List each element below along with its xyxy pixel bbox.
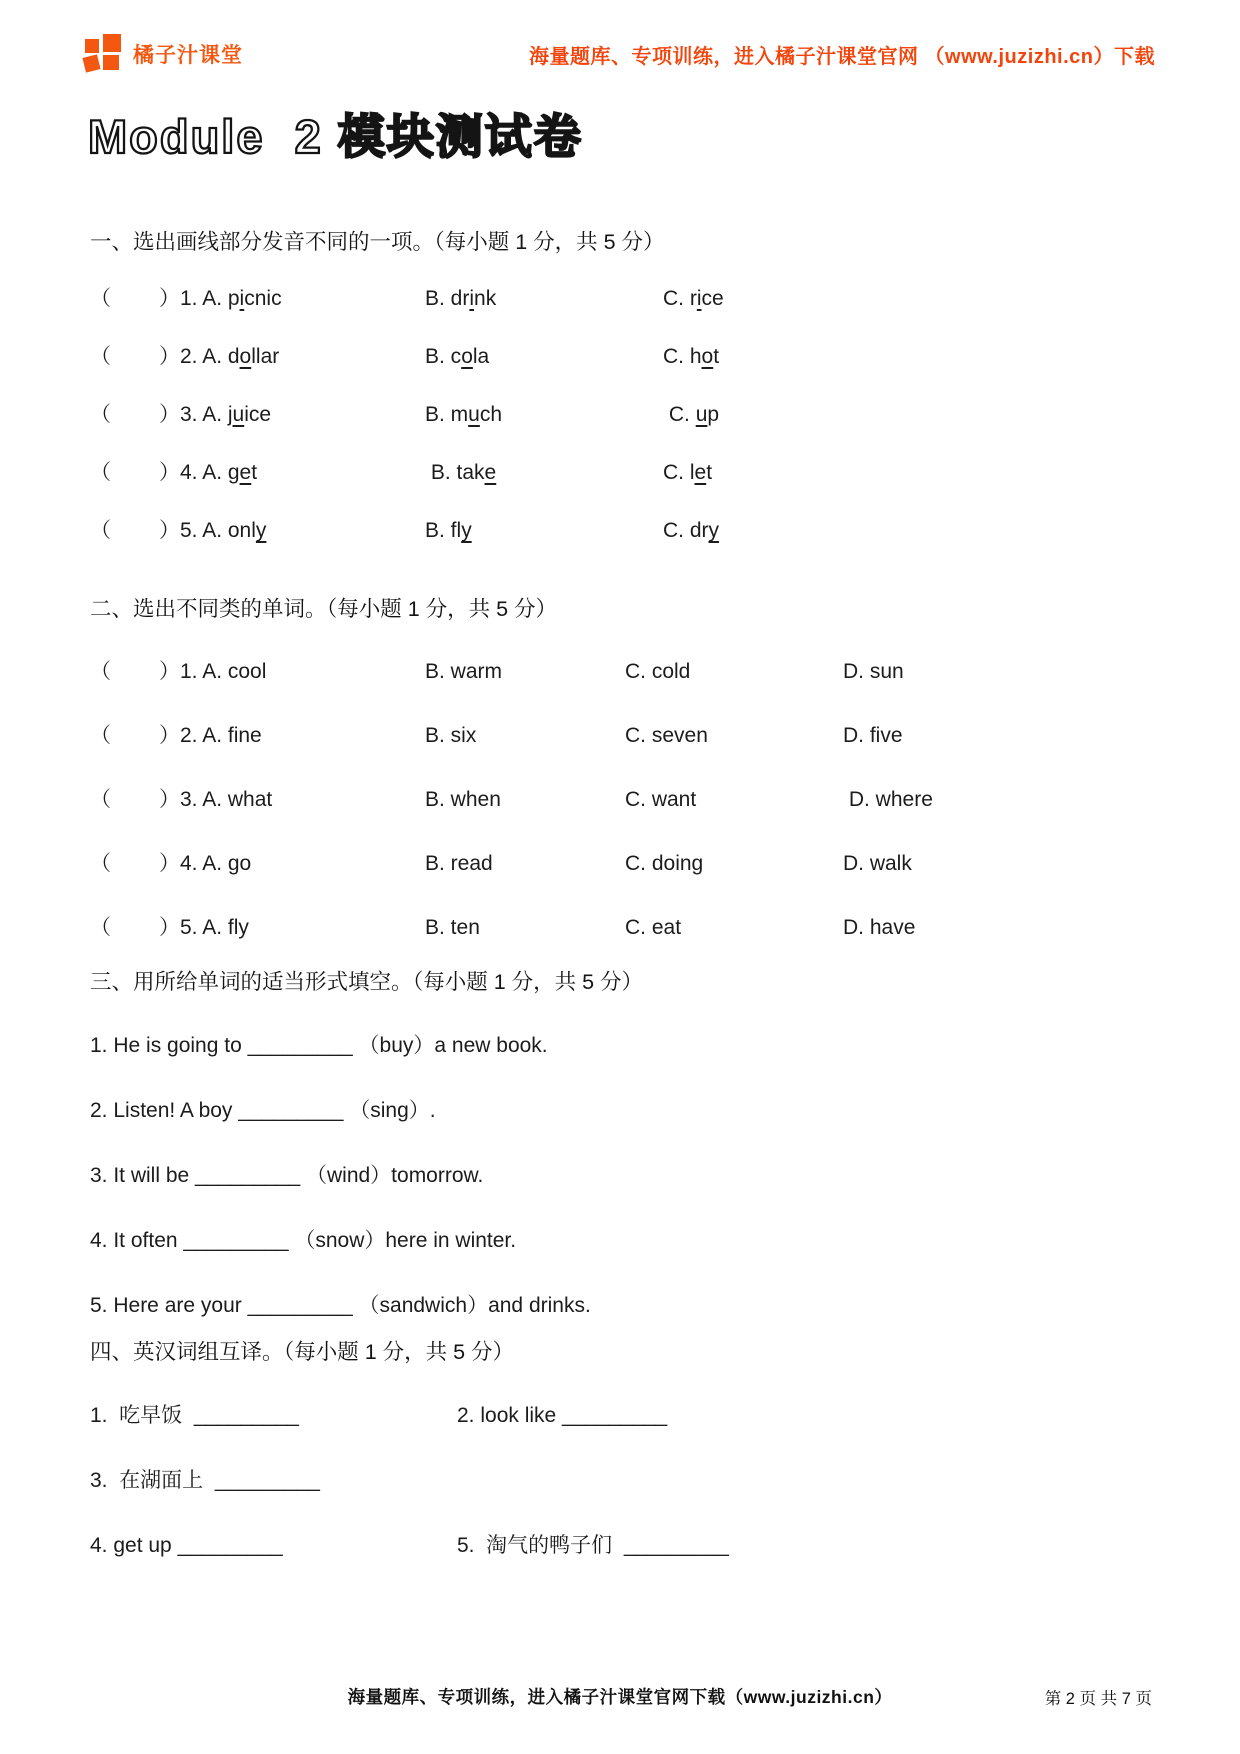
- underlined-letter: i: [469, 287, 475, 310]
- option-text: B. fl: [425, 519, 462, 542]
- question-row: [90, 785, 1155, 815]
- option-text: B. tak: [425, 461, 485, 484]
- option-d: D. where: [843, 788, 933, 811]
- translation-row: [90, 1466, 1155, 1496]
- option-text: B. m: [425, 403, 469, 426]
- option-text: la: [472, 345, 490, 368]
- page-header: [0, 0, 1240, 74]
- option-text: ce: [701, 287, 724, 310]
- logo-square: [82, 54, 100, 72]
- translation-row: [90, 1401, 1155, 1431]
- option-b: [425, 458, 663, 488]
- option-text: 4. A. g: [180, 461, 240, 484]
- translation-row: [90, 1531, 1155, 1561]
- option-text: llar: [251, 345, 280, 368]
- translation-item: 1. 吃早饭 _________: [90, 1404, 299, 1427]
- translation-item: [457, 1466, 1155, 1496]
- footer-promo-text: 海量题库、专项训练，进入橘子汁课堂官网下载（www.juzizhi.cn）: [347, 1687, 893, 1707]
- underlined-letter: y: [708, 519, 720, 542]
- option-b: B. ten: [425, 916, 480, 939]
- juzizhi-logo-icon: [85, 34, 125, 74]
- option-a: [180, 284, 425, 314]
- underlined-letter: y: [461, 519, 472, 542]
- option-c: C. doing: [625, 852, 704, 875]
- option-c: C. seven: [625, 724, 708, 747]
- question-row: [90, 657, 1155, 687]
- option-text: C. l: [663, 461, 695, 484]
- answer-paren: （ ）: [90, 403, 182, 426]
- option-text: nk: [474, 287, 497, 310]
- logo-square: [103, 55, 119, 70]
- option-a: 4. A. go: [180, 852, 252, 875]
- option-text: C.: [663, 403, 696, 426]
- option-b: B. read: [425, 852, 493, 875]
- option-text: t: [706, 461, 713, 484]
- option-c: C. eat: [625, 916, 682, 939]
- question-row: [90, 458, 1155, 488]
- answer-paren: （ ）: [90, 852, 182, 875]
- translation-item: 3. 在湖面上 _________: [90, 1469, 320, 1492]
- option-c: [663, 284, 1155, 314]
- underlined-letter: y: [255, 519, 267, 542]
- section1-heading: 一、选出画线部分发音不同的一项。（每小题 1 分，共 5 分）: [90, 230, 665, 254]
- section1-questions: [90, 284, 1155, 546]
- answer-paren: （ ）: [90, 519, 182, 542]
- option-text: t: [251, 461, 258, 484]
- page-title: Module 2 模块测试卷: [88, 110, 583, 163]
- option-a: [180, 516, 425, 546]
- option-text: p: [707, 403, 720, 426]
- option-text: B. c: [425, 345, 462, 368]
- brand-name: 橘子汁课堂: [133, 44, 243, 67]
- fill-blank-item: 4. It often _________ （snow）here in winter.: [90, 1229, 517, 1252]
- underlined-letter: i: [239, 287, 245, 310]
- answer-paren: （ ）: [90, 788, 182, 811]
- underlined-letter: e: [484, 461, 497, 484]
- underlined-letter: e: [694, 461, 707, 484]
- option-b: B. when: [425, 788, 501, 811]
- page-number: 第 2 页 共 7 页: [1044, 1690, 1152, 1708]
- option-a: 2. A. fine: [180, 724, 262, 747]
- question-row: [90, 721, 1155, 751]
- answer-paren: （ ）: [90, 660, 182, 683]
- option-c: [663, 342, 1155, 372]
- section4-heading: 四、英汉词组互译。（每小题 1 分，共 5 分）: [90, 1340, 515, 1364]
- option-b: [425, 400, 663, 430]
- option-c: [663, 400, 1155, 430]
- option-d: D. sun: [843, 660, 904, 683]
- option-text: 1. A. p: [180, 287, 240, 310]
- option-text: 3. A. j: [180, 403, 233, 426]
- page-footer: [0, 1684, 1240, 1710]
- answer-paren: （ ）: [90, 461, 182, 484]
- option-c: [663, 516, 1155, 546]
- underlined-letter: u: [232, 403, 245, 426]
- underlined-letter: o: [239, 345, 252, 368]
- answer-paren: （ ）: [90, 287, 182, 310]
- option-text: C. dr: [663, 519, 709, 542]
- option-text: cnic: [244, 287, 282, 310]
- option-d: D. walk: [843, 852, 912, 875]
- question-row: [90, 913, 1155, 943]
- option-b: [425, 284, 663, 314]
- fill-blank-item: 1. He is going to _________ （buy）a new book.: [90, 1034, 548, 1057]
- section4-items: [90, 1401, 1155, 1561]
- underlined-letter: u: [695, 403, 708, 426]
- translation-item: 4. get up _________: [90, 1534, 283, 1557]
- option-text: 5. A. onl: [180, 519, 256, 542]
- paper-content: [0, 225, 1240, 1561]
- logo-square: [85, 39, 99, 53]
- answer-paren: （ ）: [90, 916, 182, 939]
- logo-square: [103, 34, 121, 52]
- option-a: 1. A. cool: [180, 660, 267, 683]
- answer-paren: （ ）: [90, 724, 182, 747]
- translation-item: 2. look like _________: [457, 1404, 668, 1427]
- option-c: C. want: [625, 788, 697, 811]
- option-a: [180, 342, 425, 372]
- question-row: [90, 849, 1155, 879]
- option-text: ice: [244, 403, 272, 426]
- question-row: [90, 284, 1155, 314]
- brand: [85, 34, 243, 74]
- question-row: [90, 342, 1155, 372]
- option-a: 5. A. fly: [180, 916, 249, 939]
- question-row: [90, 400, 1155, 430]
- underlined-letter: o: [701, 345, 714, 368]
- fill-blank-item: 2. Listen! A boy _________ （sing）.: [90, 1099, 436, 1122]
- option-text: B. dr: [425, 287, 470, 310]
- section2-heading: 二、选出不同类的单词。（每小题 1 分，共 5 分）: [90, 597, 558, 621]
- section3-items: [90, 1031, 1155, 1321]
- option-d: D. have: [843, 916, 916, 939]
- section2-questions: [90, 657, 1155, 943]
- option-a: [180, 400, 425, 430]
- underlined-letter: u: [468, 403, 480, 426]
- underlined-letter: i: [696, 287, 702, 310]
- section3-heading: 三、用所给单词的适当形式填空。（每小题 1 分，共 5 分）: [90, 970, 644, 994]
- option-text: ch: [479, 403, 503, 426]
- option-d: D. five: [843, 724, 903, 747]
- header-promo-text: 海量题库、专项训练，进入橘子汁课堂官网 （www.juzizhi.cn）下载: [528, 45, 1155, 68]
- translation-item: 5. 淘气的鸭子们 _________: [457, 1534, 729, 1557]
- option-a: [180, 458, 425, 488]
- option-a: 3. A. what: [180, 788, 273, 811]
- option-c: [663, 458, 1155, 488]
- option-text: t: [713, 345, 720, 368]
- option-text: 2. A. d: [180, 345, 240, 368]
- option-b: [425, 342, 663, 372]
- fill-blank-item: 3. It will be _________ （wind）tomorrow.: [90, 1164, 484, 1187]
- option-b: B. warm: [425, 660, 503, 683]
- option-b: B. six: [425, 724, 477, 747]
- answer-paren: （ ）: [90, 345, 182, 368]
- option-text: C. h: [663, 345, 702, 368]
- fill-blank-item: 5. Here are your _________ （sandwich）and drinks.: [90, 1294, 591, 1317]
- question-row: [90, 516, 1155, 546]
- underlined-letter: o: [461, 345, 473, 368]
- option-c: C. cold: [625, 660, 691, 683]
- option-text: C. r: [663, 287, 697, 310]
- option-b: [425, 516, 663, 546]
- underlined-letter: e: [239, 461, 252, 484]
